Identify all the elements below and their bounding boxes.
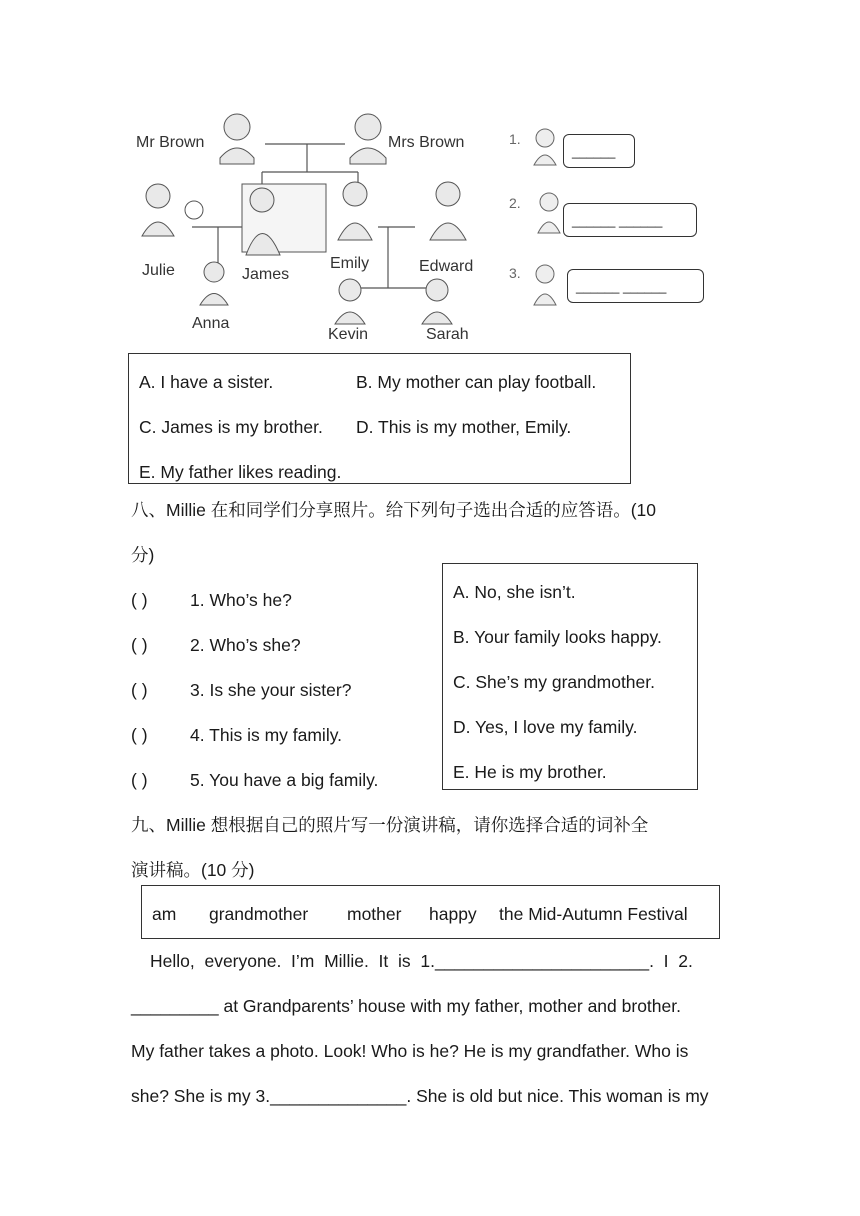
speech-bubble-2 [563, 203, 697, 237]
question-text: 2. Who’s she? [190, 635, 301, 655]
word-bank-item: grandmother [209, 904, 309, 924]
label-james: James [242, 266, 290, 283]
section9-title: 九、Millie 想根据自己的照片写一份演讲稿，请你选择合适的词补全 [131, 815, 649, 835]
child-avatar-icon [531, 263, 559, 307]
option-d: D. This is my mother, Emily. [356, 417, 572, 437]
bubble-blank-1[interactable]: ______ [572, 144, 616, 159]
option-e: E. My father likes reading. [139, 462, 342, 482]
answer-paren[interactable]: ( ) [131, 725, 148, 745]
answer-paren[interactable]: ( ) [131, 770, 148, 790]
question-text: 1. Who’s he? [190, 590, 292, 610]
option-item: C. She’s my grandmother. [453, 672, 655, 692]
passage-line: _________ at Grandparents’ house with my father, mother and brother. [131, 996, 681, 1016]
option-b: B. My mother can play football. [356, 372, 597, 392]
option-box-1 [128, 353, 631, 484]
passage-line: Hello, everyone. I’m Millie. It is 1.______________________. I 2. [150, 951, 693, 971]
bubble-blank-2[interactable]: ______ ______ [572, 213, 663, 228]
child-avatar-icon [531, 127, 559, 167]
word-bank [141, 885, 720, 939]
speech-bubble-3 [567, 269, 704, 303]
passage-line: she? She is my 3.______________. She is old but nice. This woman is my [131, 1086, 709, 1106]
label-emily: Emily [330, 255, 370, 272]
option-c: C. James is my brother. [139, 417, 323, 437]
label-kevin: Kevin [328, 326, 369, 343]
label-mr-brown: Mr Brown [136, 134, 205, 151]
option-item: E. He is my brother. [453, 762, 607, 782]
speech-bubble-1 [563, 134, 635, 168]
speech-bubble-group [505, 125, 705, 310]
answer-paren[interactable]: ( ) [131, 635, 148, 655]
bubble-number-3: 3. [509, 265, 521, 281]
passage-line: My father takes a photo. Look! Who is he? He is my grandfather. Who is [131, 1041, 689, 1061]
family-tree-illustration [130, 100, 500, 350]
option-a: A. I have a sister. [139, 372, 274, 392]
word-bank-item: am [152, 904, 177, 924]
label-edward: Edward [419, 258, 474, 275]
option-item: A. No, she isn’t. [453, 582, 576, 602]
question-text: 4. This is my family. [190, 725, 343, 745]
label-sarah: Sarah [426, 326, 469, 343]
bubble-number-2: 2. [509, 195, 521, 211]
option-item: B. Your family looks happy. [453, 627, 662, 647]
label-mrs-brown: Mrs Brown [388, 134, 465, 151]
question-text: 5. You have a big family. [190, 770, 379, 790]
word-bank-item: happy [429, 904, 477, 924]
section9-title-cont: 演讲稿。(10 分) [131, 860, 255, 880]
word-bank-item: the Mid-Autumn Festival [499, 904, 688, 924]
bubble-number-1: 1. [509, 131, 521, 147]
bubble-blank-3[interactable]: ______ ______ [576, 279, 667, 294]
word-bank-item: mother [347, 904, 402, 924]
answer-paren[interactable]: ( ) [131, 590, 148, 610]
question-text: 3. Is she your sister? [190, 680, 352, 700]
section8-title: 八、Millie 在和同学们分享照片。给下列句子选出合适的应答语。(10 [131, 500, 657, 520]
section8-option-box [442, 563, 698, 790]
option-item: D. Yes, I love my family. [453, 717, 638, 737]
answer-paren[interactable]: ( ) [131, 680, 148, 700]
label-julie: Julie [142, 262, 175, 279]
label-anna: Anna [192, 315, 230, 332]
section8-title-cont: 分) [131, 545, 155, 565]
child-avatar-icon [535, 191, 563, 235]
